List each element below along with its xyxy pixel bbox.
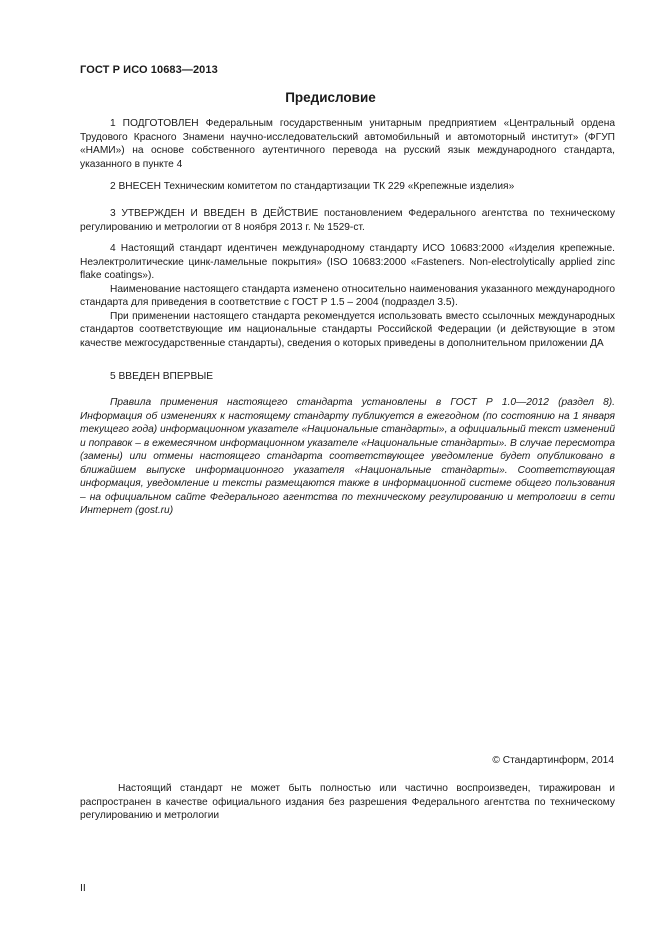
standard-code: ГОСТ Р ИСО 10683—2013: [80, 64, 218, 76]
item-4-references: При применении настоящего стандарта рекомендуется использовать вместо ссылочных международных стандартов соответствующие им национальные стандарты Российской Федерации (и действующие в этом качестве межгосударственные стандарты), сведения о которых приведены в дополнительном приложении ДА: [80, 310, 615, 349]
copyright: © Стандартинформ, 2014: [492, 755, 614, 766]
preface-item-2: [80, 180, 615, 194]
preface-item-1: [80, 117, 615, 171]
item-2-text: 2 ВНЕСЕН Техническим комитетом по стандартизации ТК 229 «Крепежные изделия»: [110, 181, 515, 192]
preface-item-4: [80, 242, 615, 350]
item-1-text: 1 ПОДГОТОВЛЕН Федеральным государственным унитарным предприятием «Центральный ордена Трудового Красного Знамени научно-исследовательский автомобильный и автомоторный институт» (ФГУП «НАМИ») на основе собственного аутентичного перевода на русский язык международного стандарта, указанного в пункте 4: [80, 118, 615, 170]
item-3-text: 3 УТВЕРЖДЕН И ВВЕДЕН В ДЕЙСТВИЕ постановлением Федерального агентства по техническому регулированию и метрологии от 8 ноября 2013 г. № 1529-ст.: [80, 208, 615, 233]
item-4-name-change: Наименование настоящего стандарта изменено относительно наименования указанного международного стандарта для приведения в соответствие с ГОСТ Р 1.5 – 2004 (подраздел 3.5).: [80, 283, 615, 308]
preface-item-3: [80, 207, 615, 234]
application-rules-note: Правила применения настоящего стандарта установлены в ГОСТ Р 1.0—2012 (раздел 8). Информация об изменениях к настоящему стандарту публикуется в ежегодном (по состоянию на 1 января текущего года) информационном указателе «Национальные стандарты», а официальный текст изменений и поправок – в ежемесячном информационном указателе «Национальные стандарты». В случае пересмотра (замены) или отмены настоящего стандарта соответствующее уведомление будет опубликовано в ближайшем выпуске информационного указателя «Национальные стандарты». Соответствующая информация, уведомление и тексты размещаются также в информационной системе общего пользования – на официальном сайте Федерального агентства по техническому регулированию и метрологии в сети Интернет (gost.ru): [80, 397, 615, 516]
reproduction-notice: Настоящий стандарт не может быть полностью или частично воспроизведен, тиражирован и распространен в качестве официального издания без разрешения Федерального агентства по техническому регулированию и метрологии: [80, 783, 615, 821]
preface-item-5: [80, 370, 615, 384]
page-number: II: [80, 882, 86, 894]
item-5-text: 5 ВВЕДЕН ВПЕРВЫЕ: [110, 371, 214, 382]
item-4-text: 4 Настоящий стандарт идентичен международному стандарту ИСО 10683:2000 «Изделия крепежные. Неэлектролитические цинк-ламельные покрытия» (ISO 10683:2000 «Fasteners. Non-electrolytically applied zinc flake coatings»).: [80, 243, 615, 281]
preface-title: Предисловие: [285, 90, 376, 105]
